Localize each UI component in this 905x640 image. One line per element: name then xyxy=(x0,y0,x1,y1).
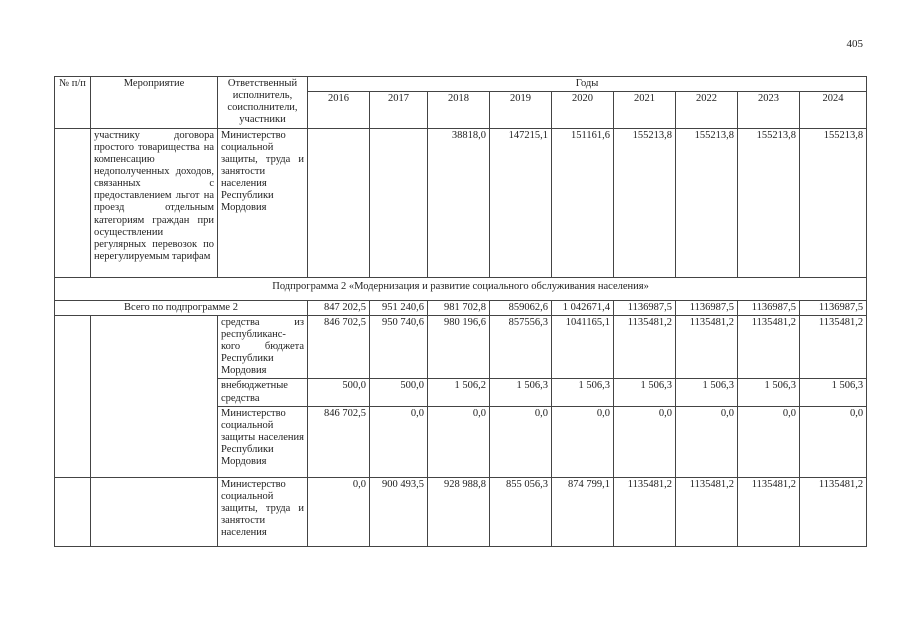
header-year: 2023 xyxy=(738,92,800,129)
row-value: 980 196,6 xyxy=(428,316,490,379)
subprogram-row xyxy=(55,278,867,301)
row-value: 1135481,2 xyxy=(800,316,867,379)
row-value: 1135481,2 xyxy=(614,316,676,379)
header-num: № п/п xyxy=(55,77,91,129)
row-value: 1 506,3 xyxy=(490,379,552,406)
row-value: 155213,8 xyxy=(676,129,738,278)
header-year: 2021 xyxy=(614,92,676,129)
row-value: 846 702,5 xyxy=(308,316,370,379)
row-activity xyxy=(91,477,218,546)
subprogram-title: Подпрограмма 2 «Модернизация и развитие социального обслуживания населения» xyxy=(55,278,867,301)
row-value: 0,0 xyxy=(676,406,738,477)
row-value: 874 799,1 xyxy=(552,477,614,546)
total-label: Всего по подпрограмме 2 xyxy=(55,301,308,316)
row-value: 155213,8 xyxy=(738,129,800,278)
row-value: 147215,1 xyxy=(490,129,552,278)
header-activity: Мероприятие xyxy=(91,77,218,129)
program-table xyxy=(54,76,867,547)
total-value: 847 202,5 xyxy=(308,301,370,316)
row-executor: внебюджетные средства xyxy=(218,379,308,406)
row-activity xyxy=(91,316,218,477)
page-number: 405 xyxy=(846,38,863,50)
row-value: 0,0 xyxy=(552,406,614,477)
row-executor: Министерство социальной защиты, труда и занятости населения xyxy=(218,477,308,546)
row-value: 855 056,3 xyxy=(490,477,552,546)
row-value: 0,0 xyxy=(370,406,428,477)
total-row xyxy=(55,301,867,316)
table-row xyxy=(55,316,867,379)
row-value: 846 702,5 xyxy=(308,406,370,477)
row-value: 0,0 xyxy=(738,406,800,477)
row-value: 1 506,3 xyxy=(676,379,738,406)
row-value: 0,0 xyxy=(800,406,867,477)
header-row-top xyxy=(55,77,867,92)
row-value: 500,0 xyxy=(370,379,428,406)
header-year: 2020 xyxy=(552,92,614,129)
row-value: 1 506,3 xyxy=(614,379,676,406)
row-value: 928 988,8 xyxy=(428,477,490,546)
header-year: 2017 xyxy=(370,92,428,129)
row-value: 1041165,1 xyxy=(552,316,614,379)
row-value: 151161,6 xyxy=(552,129,614,278)
row-value: 950 740,6 xyxy=(370,316,428,379)
total-value: 1 042671,4 xyxy=(552,301,614,316)
row-value: 1135481,2 xyxy=(738,316,800,379)
total-value: 981 702,8 xyxy=(428,301,490,316)
row-value: 0,0 xyxy=(614,406,676,477)
row-value: 1 506,3 xyxy=(800,379,867,406)
row-value: 0,0 xyxy=(428,406,490,477)
header-year: 2022 xyxy=(676,92,738,129)
row-value: 1135481,2 xyxy=(676,316,738,379)
header-executor: Ответственный исполнитель, соисполнители, участники xyxy=(218,77,308,129)
header-years-title: Годы xyxy=(308,77,867,92)
row-value: 900 493,5 xyxy=(370,477,428,546)
total-value: 1136987,5 xyxy=(614,301,676,316)
header-year: 2016 xyxy=(308,92,370,129)
row-executor: средства из республиканс-кого бюджета Республики Мордовия xyxy=(218,316,308,379)
row-executor: Министерство социальной защиты, труда и занятости населения Республики Мордовия xyxy=(218,129,308,278)
header-year: 2024 xyxy=(800,92,867,129)
total-value: 951 240,6 xyxy=(370,301,428,316)
row-value: 1135481,2 xyxy=(614,477,676,546)
row-value: 1 506,3 xyxy=(552,379,614,406)
row-num xyxy=(55,316,91,477)
row-activity: участнику договора простого товарищества на компенсацию недополученных доходов, связанных с предоставлением льгот на проезд отдельным категориям граждан при осуществлении регулярных перевозок по нерегулируемым тарифам xyxy=(91,129,218,278)
row-num xyxy=(55,477,91,546)
row-value: 857556,3 xyxy=(490,316,552,379)
row-value: 1135481,2 xyxy=(738,477,800,546)
row-num xyxy=(55,129,91,278)
header-year: 2019 xyxy=(490,92,552,129)
total-value: 1136987,5 xyxy=(800,301,867,316)
row-value: 155213,8 xyxy=(800,129,867,278)
row-value: 1135481,2 xyxy=(800,477,867,546)
row-value xyxy=(370,129,428,278)
total-value: 1136987,5 xyxy=(738,301,800,316)
row-value: 0,0 xyxy=(308,477,370,546)
row-executor: Министерство социальной защиты населения Республики Мордовия xyxy=(218,406,308,477)
row-value: 1135481,2 xyxy=(676,477,738,546)
row-value: 0,0 xyxy=(490,406,552,477)
table-row xyxy=(55,129,867,278)
row-value: 1 506,2 xyxy=(428,379,490,406)
row-value: 38818,0 xyxy=(428,129,490,278)
total-value: 859062,6 xyxy=(490,301,552,316)
row-value: 155213,8 xyxy=(614,129,676,278)
table-row xyxy=(55,477,867,546)
row-value xyxy=(308,129,370,278)
total-value: 1136987,5 xyxy=(676,301,738,316)
row-value: 500,0 xyxy=(308,379,370,406)
row-value: 1 506,3 xyxy=(738,379,800,406)
header-year: 2018 xyxy=(428,92,490,129)
